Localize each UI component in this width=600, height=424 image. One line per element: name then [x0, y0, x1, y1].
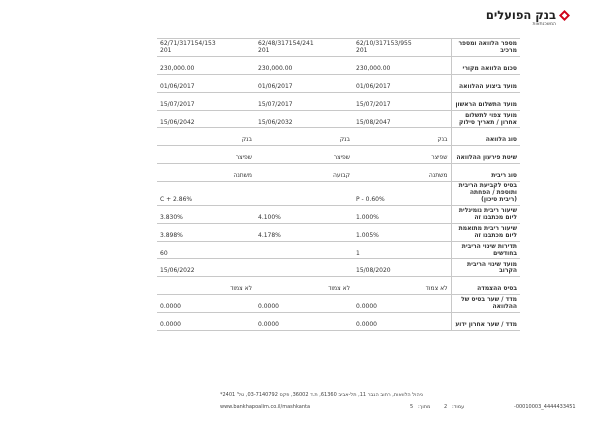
- table-row: [157, 146, 520, 164]
- cell-value: 15/07/2017: [157, 92, 255, 110]
- cell-value: 62/71/317154/153 201: [157, 39, 255, 57]
- cell-value: 15/06/2042: [157, 110, 255, 128]
- table-row: [157, 295, 520, 313]
- table-row: [157, 128, 520, 146]
- cell-value: 01/06/2017: [157, 74, 255, 92]
- cell-value: 15/07/2017: [353, 92, 451, 110]
- cell-value: 3.830%: [157, 205, 255, 223]
- cell-value: P - 0.60%: [353, 182, 451, 206]
- cell-value: שפיצר: [353, 146, 451, 164]
- cell-value: 0.0000: [157, 295, 255, 313]
- cell-value: 15/06/2032: [255, 110, 353, 128]
- cell-value: 15/07/2017: [255, 92, 353, 110]
- cell-value: 4.178%: [255, 223, 353, 241]
- row-label: מועד התשלום הראשון: [451, 92, 520, 110]
- row-label: מדד / שער אחרון ידוע: [451, 313, 520, 331]
- cell-value: 15/06/2022: [157, 259, 255, 277]
- footer-current-page: 2: [444, 404, 448, 410]
- bank-logo: [470, 8, 570, 30]
- row-label: מועד צפוי לתשלום אחרון / תאריך סילוק: [451, 110, 520, 128]
- row-label: שיעור ריבית נומינלית ליום מכתבנו זה: [451, 205, 520, 223]
- cell-value: 0.0000: [255, 313, 353, 331]
- loan-details-table: [157, 38, 520, 331]
- cell-value: קבועה: [255, 164, 353, 182]
- footer-page-number: 5: [410, 404, 414, 410]
- table-row: [157, 223, 520, 241]
- cell-value: 3.898%: [157, 223, 255, 241]
- cell-value: משתנה: [353, 164, 451, 182]
- row-label: מועד שינוי הריבית הקרוב: [451, 259, 520, 277]
- row-label: בסיס לקביעת הריבית ותוספת / הפחתה (ריבית סיכון): [451, 182, 520, 206]
- footer-of-label: מתוך:: [418, 404, 431, 410]
- cell-value: C + 2.86%: [157, 182, 255, 206]
- cell-value: 1.000%: [353, 205, 451, 223]
- bank-subtitle: המשכנתאות: [532, 22, 556, 27]
- cell-value: [255, 182, 353, 206]
- cell-value: בנק: [353, 128, 451, 146]
- row-label: שיעור ריבית מתואמת ליום מכתבנו זה: [451, 223, 520, 241]
- row-label: מדד / שער בסיס של ההלוואה: [451, 295, 520, 313]
- table-row: [157, 277, 520, 295]
- loan-details-body: [157, 39, 520, 331]
- footer-page-label: עמוד:: [452, 404, 465, 410]
- table-row: [157, 92, 520, 110]
- cell-value: [255, 259, 353, 277]
- cell-value: 0.0000: [353, 295, 451, 313]
- footer-address: ניהול הלוואות, רחוב הגבר 11, תל-אביב 61360, ת.ד 36002, פקס 03-7140792, טל' 2401*: [220, 392, 423, 398]
- row-label: מספר הלוואה ומספר מרכיב: [451, 39, 520, 57]
- cell-value: 1: [353, 241, 451, 259]
- cell-value: לא צמוד: [255, 277, 353, 295]
- cell-value: 0.0000: [353, 313, 451, 331]
- cell-value: 60: [157, 241, 255, 259]
- table-row: [157, 164, 520, 182]
- footer-website: www.bankhapoalim.co.il/mashkanta: [220, 404, 311, 410]
- row-label: סוג הלוואה: [451, 128, 520, 146]
- table-row: [157, 56, 520, 74]
- cell-value: 01/06/2017: [353, 74, 451, 92]
- row-label: בסיס ההצמדה: [451, 277, 520, 295]
- bank-logo-icon: [559, 10, 570, 21]
- table-row: [157, 205, 520, 223]
- cell-value: 15/08/2047: [353, 110, 451, 128]
- table-row: [157, 74, 520, 92]
- cell-value: [255, 241, 353, 259]
- cell-value: 0.0000: [157, 313, 255, 331]
- row-label: שיטת פירעון ההלוואה: [451, 146, 520, 164]
- cell-value: 62/48/317154/241 201: [255, 39, 353, 57]
- cell-value: 0.0000: [255, 295, 353, 313]
- cell-value: 4.100%: [255, 205, 353, 223]
- cell-value: משתנה: [157, 164, 255, 182]
- cell-value: לא צמוד: [157, 277, 255, 295]
- cell-value: לא צמוד: [353, 277, 451, 295]
- cell-value: 230,000.00: [353, 56, 451, 74]
- table-row: [157, 182, 520, 206]
- cell-value: 15/08/2020: [353, 259, 451, 277]
- cell-value: בנק: [255, 128, 353, 146]
- cell-value: שפיצר: [157, 146, 255, 164]
- table-row: [157, 241, 520, 259]
- table-row: [157, 39, 520, 57]
- cell-value: שפיצר: [255, 146, 353, 164]
- table-row: [157, 313, 520, 331]
- row-label: מועד ביצוע ההלוואה: [451, 74, 520, 92]
- row-label: תדירות שינוי הריבית בחודשים: [451, 241, 520, 259]
- row-label: סכום הלוואה מקורי: [451, 56, 520, 74]
- footer-doc-code: 4444433451_00010003-: [514, 404, 576, 410]
- cell-value: בנק: [157, 128, 255, 146]
- cell-value: 230,000.00: [255, 56, 353, 74]
- table-row: [157, 259, 520, 277]
- cell-value: 62/10/317153/955 201: [353, 39, 451, 57]
- cell-value: 230,000.00: [157, 56, 255, 74]
- cell-value: 01/06/2017: [255, 74, 353, 92]
- cell-value: 1.005%: [353, 223, 451, 241]
- bank-name: בנק הפועלים: [485, 8, 556, 22]
- table-row: [157, 110, 520, 128]
- row-label: סוג ריבית: [451, 164, 520, 182]
